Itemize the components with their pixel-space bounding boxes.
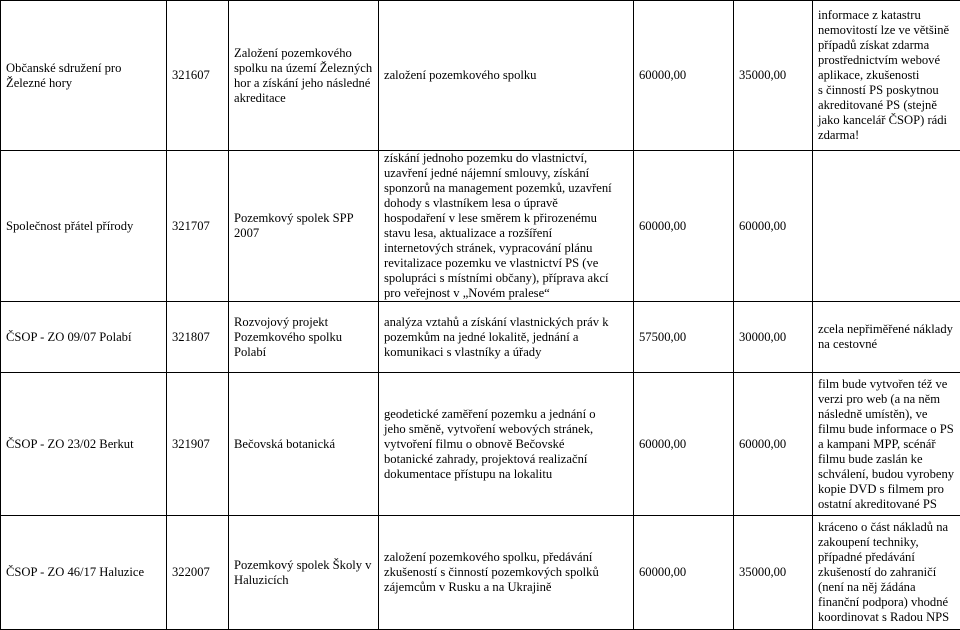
granted-amount-cell: 60000,00 [734,373,813,516]
note-cell: kráceno o část nákladů na zakoupení techniky, případné předávání zkušeností do zahraničí (není na něj žádána finanční podpora) vhodné koordinovat s Radou NPS [813,516,960,630]
project-cell: Založení pozemkového spolku na území Železných hor a získání jeho následné akreditace [229,1,379,151]
requested-amount-cell: 57500,00 [634,302,734,373]
activities-cell: analýza vztahů a získání vlastnických práv k pozemkům na jedné lokalitě, jednání a komunikaci s vlastníky a úřady [379,302,634,373]
project-cell: Pozemkový spolek SPP 2007 [229,151,379,302]
table-row [1,302,960,373]
code-cell: 321907 [167,373,229,516]
code-cell: 321707 [167,151,229,302]
activities-cell: založení pozemkového spolku, předávání zkušeností s činností pozemkových spolků zájemcům v Rusku a na Ukrajině [379,516,634,630]
code-cell: 321607 [167,1,229,151]
project-cell: Rozvojový projekt Pozemkového spolku Polabí [229,302,379,373]
requested-amount-cell: 60000,00 [634,373,734,516]
requested-amount-cell: 60000,00 [634,1,734,151]
table-row [1,516,960,630]
note-cell: zcela nepřiměřené náklady na cestovné [813,302,960,373]
note-cell: film bude vytvořen též ve verzi pro web (a na něm následně umístěn), ve filmu bude informace o PS a kampani MPP, scénář filmu bude zaslán ke schválení, budou vyrobeny kopie DVD s filmem pro ostatní akreditované PS [813,373,960,516]
project-cell: Bečovská botanická [229,373,379,516]
organization-cell: Občanské sdružení pro Železné hory [1,1,167,151]
granted-amount-cell: 60000,00 [734,151,813,302]
table-row [1,1,960,151]
table-row [1,373,960,516]
granted-amount-cell: 30000,00 [734,302,813,373]
project-cell: Pozemkový spolek Školy v Haluzicích [229,516,379,630]
table-row [1,151,960,302]
activities-cell: získání jednoho pozemku do vlastnictví, uzavření jedné nájemní smlouvy, získání sponzorů na management pozemků, uzavření dohody s vlastníkem lesa o úpravě hospodaření v lese směrem k přirozenému stavu lesa, aktualizace a rozšíření internetových stránek, vypracování plánu revitalizace pozemku ve vlastnictví PS (ve spolupráci s místními občany), příprava akcí pro veřejnost v „Novém pralese“ [379,151,634,302]
organization-cell: ČSOP - ZO 23/02 Berkut [1,373,167,516]
granted-amount-cell: 35000,00 [734,516,813,630]
organization-cell: ČSOP - ZO 09/07 Polabí [1,302,167,373]
requested-amount-cell: 60000,00 [634,516,734,630]
note-cell [813,151,960,302]
code-cell: 321807 [167,302,229,373]
code-cell: 322007 [167,516,229,630]
activities-cell: založení pozemkového spolku [379,1,634,151]
organization-cell: ČSOP - ZO 46/17 Haluzice [1,516,167,630]
requested-amount-cell: 60000,00 [634,151,734,302]
activities-cell: geodetické zaměření pozemku a jednání o jeho směně, vytvoření webových stránek, vytvoření filmu o obnově Bečovské botanické zahrady, projektová realizační dokumentace přístupu na lokalitu [379,373,634,516]
granted-amount-cell: 35000,00 [734,1,813,151]
organization-cell: Společnost přátel přírody [1,151,167,302]
note-cell: informace z katastru nemovitostí lze ve většině případů získat zdarma prostřednictvím webové aplikace, zkušenosti s činností PS poskytnou akreditované PS (stejně jako kancelář ČSOP) rádi zdarma! [813,1,960,151]
